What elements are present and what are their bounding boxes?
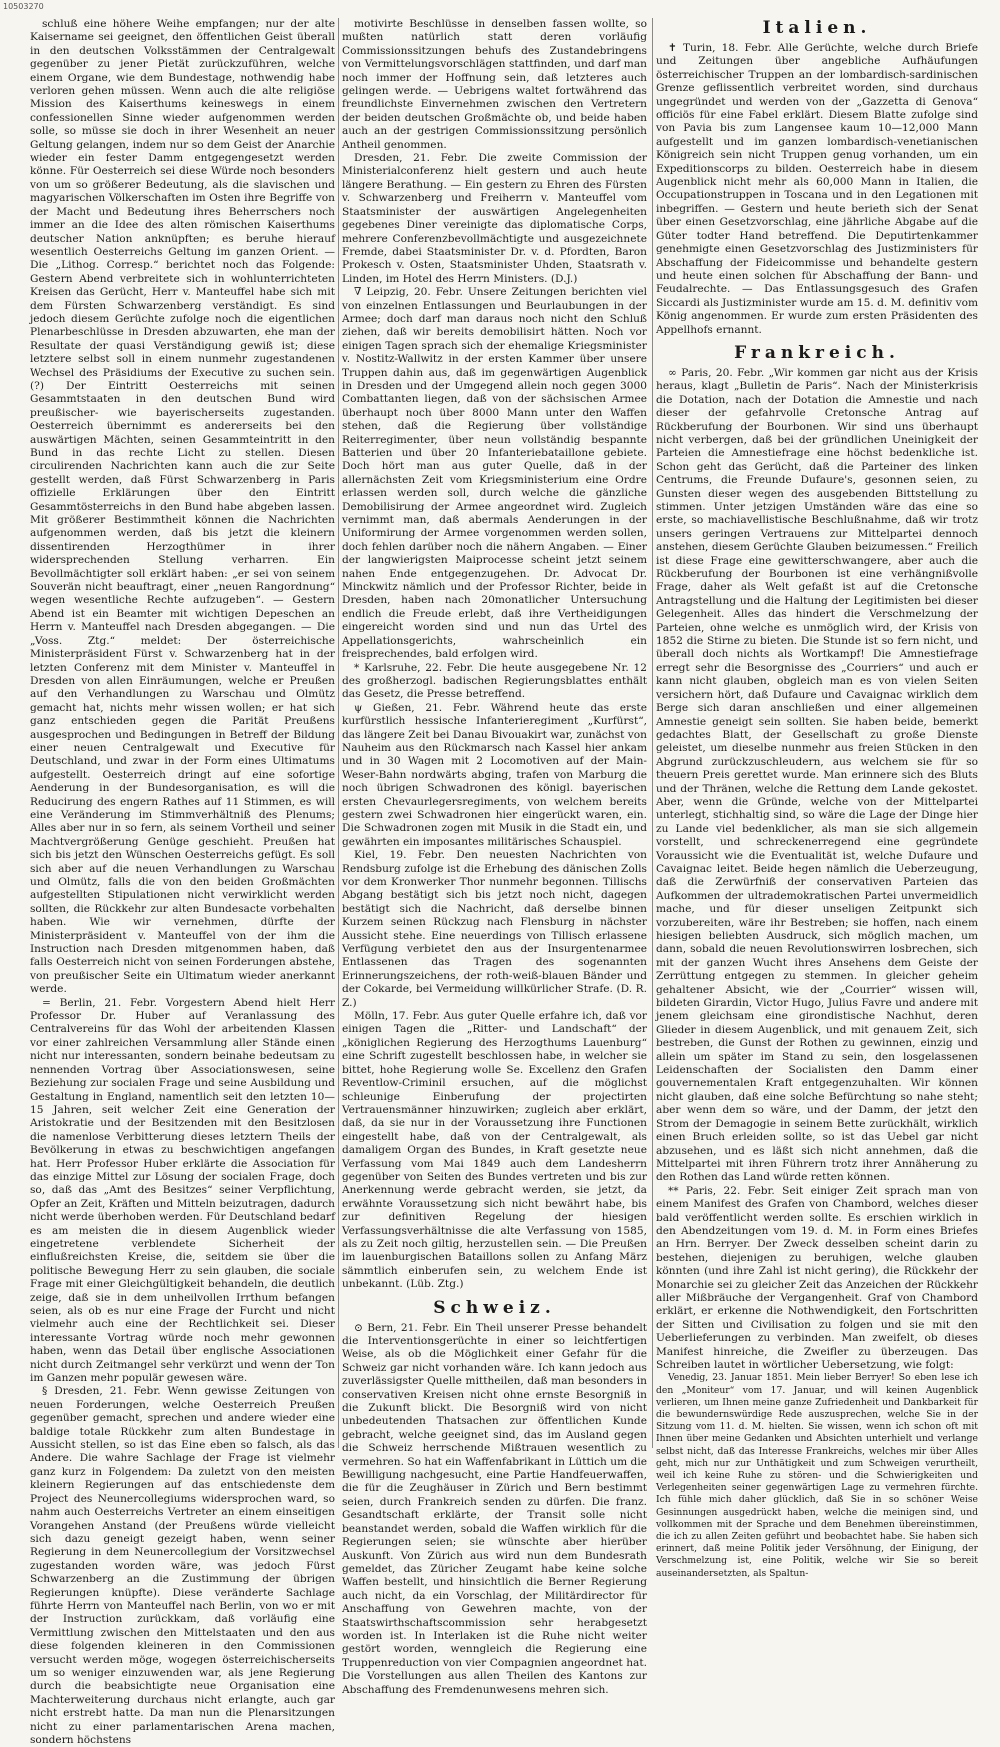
article-kiel: Kiel, 19. Febr. Den neuesten Nachrichten von Rendsburg zufolge ist die Erhebung des dänischen Zolls vor dem Kronwerker Thor nunmehr begonnen. Tillischs Abgang bestätigt sich bis jetzt noch nicht, dagegen bestätigt sich die Nachricht, daß derselbe binnen Kurzem seinen Rückzug nach Flensburg in nächster Aussicht stehe. Eine neuerdings von Tillisch erlassene Verfügung verbietet den aus der Insurgentenarmee Entlassenen das Tragen des sogenannten Erinnerungszeichens, der roth-weiß-blauen Bänder und der Cokarde, bei Vermeidung willkürlicher Strafe. (D. R. Z.) [342,849,647,1009]
article-moelln: Mölln, 17. Febr. Aus guter Quelle erfahre ich, daß vor einigen Tagen die „Ritter- und Landschaft“ der „königlichen Regierung des Herzogthums Lauenburg“ eine Schrift zugestellt beschlossen habe, in welcher sie bittet, hohe Regierung wolle Se. Excellenz den Grafen Reventlow-Criminil ersuchen, auf die möglichst schleunige Einberufung der projectirten Vertrauensmänner hinzuwirken; zugleich aber erklärt, daß, da sie nur in der Voraussetzung ihre Functionen eingestellt habe, daß von der Centralgewalt, als damaligem Organ des Bundes, in Kraft gesetzte neue Verfassung vom Mai 1849 auch dem Landesherrn gegenüber von Seiten des Bundes vertreten und bis zur Anerkennung werde gebracht werden, sie jetzt, da erwähnte Voraussetzung sich nicht bewährt habe, bis zur definitiven Regelung der hiesigen Verfassungsverhältnisse die alte Verfassung von 1585, als zu Zeit noch giltig, herzustellen sein. — Die Preußen im lauenburgischen Bataillons sollen zu Anfang März sämmtlich einberufen sein, zu welchem Ende ist unbekannt. (Lüb. Ztg.) [342,1010,647,1291]
article-paris-22: ** Paris, 22. Febr. Seit einiger Zeit sprach man von einem Manifest des Grafen von Chambord, welches dieser bald veröffentlicht werden sollte. Es erschien wirklich in den Abendzeitungen vom 19. d. M. in Form eines Briefes an Hrn. Berryer. Der Zweck desselben scheint darin zu bestehen, diejenigen zu beruhigen, welche glauben könnten (und ihre Zahl ist nicht gering), die Rückkehr der Monarchie sei zu gleicher Zeit das Anzeichen der Rückkehr aller Mißbräuche der Vergangenheit. Graf von Chambord erklärt, er erkenne die Nothwendigkeit, den Fortschritten der Sitten und Civilisation zu folgen und sie mit den Ueberlieferungen zu verbinden. Man zweifelt, ob dieses Manifest hinreiche, die Zweifler zu überzeugen. Das Schreiben lautet in wörtlicher Uebersetzung, wie folgt: [656,1184,978,1371]
column-divider [652,18,653,1448]
article-paragraph: motivirte Beschlüsse in denselben fassen wollte, so mußten natürlich statt deren vorläufig Commissionssitzungen behufs des Zustandebringens von Vermittelungsvorschlägen stattfinden, und darf man noch immer der Hoffnung sein, daß letzteres auch gelingen werde. — Uebrigens waltet fortwährend das freundlichste Einvernehmen zwischen den Vertretern der beiden deutschen Großmächte ob, und beide haben auch an der gestrigen Commissionssitzung persönlich Antheil genommen. [342,18,647,151]
article-karlsruhe: * Karlsruhe, 22. Febr. Die heute ausgegebene Nr. 12 des großherzogl. badischen Regierungsblattes enthält das Gesetz, die Presse betreffend. [342,661,647,701]
column-3 [656,18,978,1579]
article-turin: ✝ Turin, 18. Febr. Alle Gerüchte, welche durch Briefe und Zeitungen über angebliche Aufhäufungen österreichischer Truppen an der lombardisch-sardinischen Grenze geflissentlich verbreitet worden, sind durchaus ungegründet und werden von der „Gazzetta di Genova“ officiös für eine Fabel erklärt. Diesem Blatte zufolge sind von Pavia bis zum Langensee kaum 10—12,000 Mann aufgestellt und im ganzen lombardisch-venetianischen Königreich sein nicht Truppen genug vorhanden, um ein Expeditionscorps zu bilden. Oesterreich habe in diesem Augenblick nicht mehr als 60,000 Mann in Italien, die Occupationstruppen in Toscana und in den Legationen mit inbegriffen. — Gestern und heute berieth sich der Senat über einen Gesetzvorschlag, eine jährliche Abgabe auf die Güter todter Hand betreffend. Die Deputirtenkammer genehmigte einen Gesetzvorschlag des Justizministers für Abschaffung der Fideicommisse und behandelte gestern und heute einen solchen für Abschaffung der Bann- und Feudalrechte. — Das Entlassungsgesuch des Grafen Siccardi als Justizminister wurde am 15. d. M. definitiv vom König angenommen. Er wurde zum ersten Präsidenten des Appellhofs ernannt. [656,42,978,336]
article-bern: ⊙ Bern, 21. Febr. Ein Theil unserer Presse behandelt die Interventionsgerüchte in einer so leichtfertigen Weise, als ob die Möglichkeit einer Gefahr für die Schweiz gar nicht vorhanden wäre. Ich kann jedoch aus zuverlässigster Quelle mittheilen, daß man besonders in conservativen Kreisen nicht ohne ernste Besorgniß in die Zukunft blickt. Die Besorgniß wird von nicht unbedeutenden Thatsachen zur öffentlichen Kunde gebracht, welche geeignet sind, das im Ausland gegen die Schweiz herrschende Mißtrauen wesentlich zu vermehren. So hat ein Waffenfabrikant in Lüttich um die Bewilligung nachgesucht, eine Partie Handfeuerwaffen, die für die Zeughäuser in Zürich und Bern bestimmt seien, durch Frankreich senden zu dürfen. Die franz. Gesandtschaft erklärte, der Transit solle nicht beanstandet werden, sobald die Waffen wirklich für die Regierungen seien; sie wünschte aber hierüber Auskunft. Von Zürich aus wird nun dem Bundesrath gemeldet, das Züricher Zeugamt habe keine solche Waffen bestellt, und hinsichtlich die Berner Regierung auch nicht, da ein Vorschlag, der Militärdirector für Anschaffung von Gewehren machte, von der Staatswirthschaftscommission sehr herabgesetzt worden ist. In Interlaken ist die Ruhe nicht weiter gestört worden, wenngleich die Regierung eine Truppenreduction von vier Compagnien angeordnet hat. Die Vorstellungen aus allen Theilen des Kantons zur Abschaffung des Fremdenunwesens mehren sich. [342,1321,647,1696]
article-giessen: ψ Gießen, 21. Febr. Während heute das erste kurfürstlich hessische Infanterieregiment „Kurfürst“, das längere Zeit bei Danau Bivouakirt war, zunächst von Nauheim aus den Rückmarsch nach Kassel hier ankam und in 30 Wagen mit 2 Locomotiven auf der Main-Weser-Bahn nordwärts abging, trafen von Marburg die noch übrigen Schwadronen des königl. bayerischen ersten Chevaurlegersregiments, von welchem bereits gestern zwei Schwadronen hier eingerückt waren, ein. Die Schwadronen zogen mit Musik in die Stadt ein, und gewährten ein imposantes militärisches Schauspiel. [342,701,647,848]
article-berlin: = Berlin, 21. Febr. Vorgestern Abend hielt Herr Professor Dr. Huber auf Veranlassung des Centralvereins für das Wohl der arbeitenden Klassen vor einer zahlreichen Versammlung aller Stände einen nicht nur interessanten, sondern beinahe bedeutsam zu nennenden Vortrag über Associationswesen, seine Beziehung zur socialen Frage und seine Ausbildung und Gestaltung in England, namentlich seit den letzten 10—15 Jahren, seit welcher Zeit eine Generation der Aristokratie und der Besitzenden mit den Besitzlosen die namenlose Verbitterung dieses letztern Theils der Bevölkerung in etwas zu beschwichtigen angefangen hat. Herr Professor Huber erklärte die Association für das einzige Mittel zur Lösung der socialen Frage, doch so, daß das „Amt des Besitzes“ seiner Verpflichtung, Opfer an Zeit, Kräften und Mitteln beizutragen, dadurch nicht werde überhoben werden. Für Deutschland bedarf es am meisten die in diesem Augenblick wieder eingetretene verblendete Sicherheit der einflußreichsten Kreise, die, seitdem sie über die politische Bewegung Herr zu sein glauben, die sociale Frage mit einer Gleichgültigkeit behandeln, die deutlich zeige, daß sie in dem unheilvollen Irrthum befangen seien, als ob es nur eine Frage der Furcht und nicht vielmehr auch eine der Rechtlichkeit sei. Dieser interessante Vortrag würde noch mehr gewonnen haben, wenn das Detail über englische Associationen nicht durch Zeitmangel sehr verkürzt und wenn der Ton im Ganzen mehr populär gewesen wäre. [30,996,335,1385]
section-heading-frankreich: Frankreich. [734,342,900,363]
column-2 [342,18,647,1696]
column-divider [338,18,339,1448]
article-paragraph: schluß eine höhere Weihe empfangen; nur der alte Kaisername sei geeignet, den öffentlichen Geist überall in den deutschen Volksstämmen der Centralgewalt gegenüber zu jener Pietät zurückzuführen, welche einem Organe, wie dem Bundestage, nothwendig habe verloren gehen müssen. Wenn auch die alte religiöse Mission des Kaiserthums keineswegs in einem confessionellen Sinne wieder aufgenommen werden solle, so müsse sie doch in ihrer Wesenheit an neuer Geltung gelangen, indem nur so dem Geist der Anarchie wieder ein fester Damm entgegengesetzt werden könne. Für Oesterreich sei diese Würde noch besonders von um so größerer Bedeutung, als die slavischen und magyarischen Völkerschaften im Osten ihre Begriffe von der Macht und Bedeutung ihres Beherrschers noch immer an die Idee des alten römischen Kaiserthums deutscher Nation anknüpften; es beruhe hierauf wesentlich Oesterreichs Geltung im ganzen Orient. — Die „Lithog. Corresp.“ berichtet noch das Folgende: Gestern Abend verbreitete sich in wohlunterrichteten Kreisen das Gerücht, Herr v. Manteuffel habe sich mit dem Fürsten Schwarzenberg verständigt. Es sind jedoch diesem Gerüchte zufolge noch die eigentlichen Plenarbeschlüsse in Dresden abzuwarten, ehe man der Resultate der quasi Verständigung gewiß ist; diese letztere selbst soll in einem nunmehr zugestandenen Wechsel des Präsidiums der Executive zu suchen sein. (?) Der Eintritt Oesterreichs mit seinen Gesammtstaaten in den deutschen Bund wird preußischer- wie bayerischerseits zugestanden. Oesterreich übernimmt es andererseits bei den auswärtigen Mächten, seinen Gesammteintritt in den Bund in das rechte Licht zu stellen. Diesen circulirenden Nachrichten kann auch die zur Seite gestellt werden, daß Fürst Schwarzenberg in Paris offizielle Erklärungen über den Eintritt Gesammtösterreichs in den Bund habe abgeben lassen. Mit größerer Bestimmtheit können die Nachrichten aufgenommen werden, daß bis jetzt die kleinern dissentirenden Herzogthümer in ihrer widersprechenden Stellung verharren. Ein Bevollmächtigter soll erklärt haben: „er sei von seinem Souverän nicht beauftragt, einer „neuen Rangordnung“ wegen wesentliche Rechte aufzugeben“. — Gestern Abend ist ein Beamter mit wichtigen Depeschen an Herrn v. Manteuffel nach Dresden abgegangen. — Die „Voss. Ztg.“ meldet: Der österreichische Ministerpräsident Fürst v. Schwarzenberg hat in der letzten Conferenz mit dem Minister v. Manteuffel in Dresden von allen Einräumungen, welche er Preußen auf den Verhandlungen zu Warschau und Olmütz gemacht hat, nichts mehr wissen wollen; er hat sich ganz entschieden gegen die Parität Preußens ausgesprochen und Bedingungen in Betreff der Bildung einer neuen Centralgewalt und Executive für Deutschland, und zwar in der Form eines Ultimatums aufgestellt. Oesterreich dringt auf eine sofortige Aenderung in der Bundesorganisation, es will die Reducirung des engern Rathes auf 11 Stimmen, es will eine Veränderung im Stimmverhältniß des Plenums; Alles aber nur in so fern, als seinem Vortheil und seiner Machtvergrößerung Genüge geschieht. Preußen hat sich bis jetzt den Wünschen Oesterreichs gefügt. Es soll sich aber auf die neuen Verhandlungen zu Warschau und Olmütz, falls die von den beiden Großmächten aufgestellten Stipulationen nicht verwirklicht werden sollten, die Rückkehr zur alten Bundesacte vorbehalten haben. Wie wir vernehmen, dürfte der Ministerpräsident v. Manteuffel von der ihm die Instruction nach Dresden mitgenommen haben, daß falls Oesterreich nicht von seinen Forderungen abstehe, von preußischer Seite ein Ultimatum wieder anerkannt werde. [30,18,335,996]
letter-chambord: Venedig, 23. Januar 1851. Mein lieber Berryer! So eben lese ich den „Moniteur“ vom 17. Januar, und will keinen Augenblick verlieren, um Ihnen meine ganze Zufriedenheit und Dankbarkeit für die bewundernswürdige Rede auszusprechen, welche Sie in der Sitzung vom 11. d. M. hielten. Sie wissen, wenn ich schon oft mit Ihnen über meine Gedanken und Absichten unterhielt und verlange selbst nicht, daß das Interesse Frankreichs, welches mir über Alles geht, mich nur zur Unthätigkeit und zum Schweigen verurtheilt, weil ich keine Ruhe zu stören- und die Schwierigkeiten und Verlegenheiten seiner gegenwärtigen Lage zu vermehren fürchte. Ich fühle mich daher glücklich, daß Sie in so schöner Weise Gesinnungen ausgedrückt haben, welche die meinigen sind, und vollkommen mit der Sprache und dem Benehmen übereinstimmen, die ich zu allen Zeiten geführt und beobachtet habe. Sie haben sich erinnert, daß meine Politik jeder Versöhnung, der Einigung, der Verschmelzung ist, eine Politik, welche wir Sie so bereit auseinandersetzten, als Spaltun- [656,1372,978,1579]
section-heading-italien: Italien. [762,18,872,38]
article-paris-20: ∞ Paris, 20. Febr. „Wir kommen gar nicht aus der Krisis heraus, klagt „Bulletin de Paris“. Nach der Ministerkrisis die Dotation, nach der Dotation die Amnestie und nach dieser der gefahrvolle Cretonsche Antrag auf Rückberufung der Bourbonen. Wir sind uns überhaupt nicht verbergen, daß bei der gründlichen Uneinigkeit der Parteien die Amnestiefrage eine höchst bedenkliche ist. Schon geht das Gerücht, daß die Parteiner des linken Centrums, die Freunde Dufaure's, gesonnen seien, zu Gunsten dieser wegen des ausgebenden Bittstellung zu stimmen. Unter jetzigen Umständen wäre das eine so erste, so machiavellistische Beschlußnahme, daß wir trotz unsers geringen Vertrauens zur Mittelpartei dennoch anstehen, diesem Gerüchte Glauben beizumessen.“ Freilich ist diese Frage eine gewitterschwangere, aber auch die Rückberufung der Bourbonen ist eine verhängnißvolle Frage, daher als Welt gefaßt ist auf die Cretonsche Antragstellung und die Haltung der Legitimisten bei dieser Gelegenheit. Alles das hindert die Verschmelzung der Parteien, ohne welche es unmöglich wird, der Krisis von 1852 die Stirne zu bieten. Die Stunde ist so fern nicht, und überall doch nichts als Wortkampf! Die Amnestiefrage erregt sehr die Besorgnisse des „Courriers“ und auch er kann nicht glauben, obgleich man es von vielen Seiten versichern hört, daß Dufaure und Cavaignac wirklich dem Berge sich daran anschließen und einer allgemeinen Amnestie geneigt sein sollten. Sie haben beide, bemerkt gedachtes Blatt, der Gesellschaft zu große Dienste geleistet, um dieselbe nunmehr aus freien Stücken in den Abgrund zurückzuschleudern, aus welchem sie für so theuern Preis gerettet wurde. Man erinnere sich des Bluts und der Thränen, welche die Rettung dem Lande gekostet. Aber, wenn die Gründe, welche von der Mittelpartei unterlegt, stichhaltig sind, so wäre die Lage der Dinge hier zu Lande viel bedenklicher, als man sie sich allgemein vorstellt, und schreckenerregend eine gegründete Voraussicht wie die Eventualität ist, welche Dufaure und Cavaignac leitet. Beide hegen nämlich die Ueberzeugung, daß die Zerwürfniß der conservativen Parteien das Aufkommen der ultrademokratischen Partei unvermeidlich mache, und für dieser unseligen Zeitpunkt sich vorzubereiten, wäre ihr Bestreben; sie hoffen, nach einem hiesigen beliebten Ausdruck, sich möglich machen, um dann, sobald die neuen Revolutionswirren losbrechen, sich mit der ganzen Wucht ihres Ansehens dem Geiste der Zerrüttung entgegen zu stemmen. In gleicher geheim gehaltener Absicht, wie der „Courrier“ wissen will, bildeten Girardin, Victor Hugo, Julius Favre und andere mit jenem gleichsam eine girondistische Nachhut, deren Glieder in diesem Augenblick, und mit genauem Zeit, sich bestreben, die Gunst der Rothen zu gewinnen, einzig und allein um später im Stand zu sein, den losgelassenen Leidenschaften der Socialisten den Damm einer gouvernementalen Kraft entgegenzuhalten. Wir können nicht glauben, daß eine solche Befürchtung so nahe steht; aber wenn dem so wäre, und der Damm, der jetzt den Strom der Demagogie in seinem Bette zurückhält, wirklich einen Bruch erleiden sollte, so ist das Uebel gar nicht abzusehen, und es läßt sich nicht annehmen, daß die Mittelpartei mit ihren Führern trotz ihrer Annäherung zu den Rothen das Land würde retten können. [656,366,978,1184]
column-1 [30,18,335,1746]
article-dresden-conference: Dresden, 21. Febr. Die zweite Commission der Ministerialconferenz hielt gestern und auch heute längere Berathung. — Ein gestern zu Ehren des Fürsten v. Schwarzenberg und Freiherrn v. Manteuffel vom Staatsminister der auswärtigen Angelegenheiten gegebenes Diner vereinigte das diplomatische Corps, mehrere Conferenzbevollmächtigte und ausgezeichnete Fremde, dabei Staatsminister Dr. v. d. Pfordten, Baron Prokesch v. Osten, Staatsminister Uhden, Staatsrath v. Linden, im Hotel des Herrn Ministers. (D.J.) [342,152,647,285]
section-heading-schweiz: Schweiz. [433,1297,556,1318]
page-id: 10503270 [3,2,44,11]
article-leipzig: ∇ Leipzig, 20. Febr. Unsere Zeitungen berichten viel von einzelnen Entlassungen und Beurlaubungen in der Armee; doch darf man daraus noch nicht den Schluß ziehen, daß wir bereits demobilisirt hätten. Noch vor einigen Tagen sprach sich der ehemalige Kriegsminister v. Nostitz-Wallwitz in der ersten Kammer über unsere Truppen dahin aus, daß im gegenwärtigen Augenblick in Dresden und der Umgegend allein noch gegen 3000 Combattanten liegen, daß von der sächsischen Armee überhaupt noch über 8000 Mann unter den Waffen stehen, daß die Regierung über vollständige Reiterregimenter, über neun vollständig bespannte Batterien und über 20 Infanteriebataillone gebiete. Doch hört man aus guter Quelle, daß in der allernächsten Zeit vom Kriegsministerium eine Ordre erlassen werden soll, durch welche die gänzliche Demobilisirung der Armee angeordnet wird. Zugleich vernimmt man, daß abermals Aenderungen in der Uniformirung der Armee vorgenommen werden sollen, doch fehlen darüber noch die nähern Angaben. — Einer der langwierigsten Maiprocesse scheint jetzt seinem nahen Ende entgegenzugehen. Dr. Advocat Dr. Minckwitz nämlich und der Professor Richter, beide in Dresden, haben nach 20monatlicher Untersuchung endlich die Freude erlebt, daß ihre Vertheidigungen eingereicht worden sind und nun das Urtel des Appellationsgerichts, wahrscheinlich ein freisprechendes, bald erfolgen wird. [342,286,647,661]
article-dresden: § Dresden, 21. Febr. Wenn gewisse Zeitungen von neuen Forderungen, welche Oesterreich Preußen gegenüber gemacht, sprechen und andere wieder eine baldige totale Rückkehr zum alten Bundestage in Aussicht stellen, so ist das Eine eben so falsch, als das Andere. Die wahre Sachlage der Frage ist vielmehr ganz kurz in Folgendem: Da zuletzt von den meisten kleinern Regierungen auf das entschiedenste dem Project des Neunercollegiums widersprochen ward, so nahm auch Oesterreichs Vertreter an einem einseitigen Vorangehen Anstand (der Preußens würde vielleicht sich dazu geneigt gezeigt haben, wenn seiner Regierung in dem Neunercollegium der Vorsitzwechsel zugestanden worden wäre, was jedoch Fürst Schwarzenberg an die Zustimmung der übrigen Regierungen knüpfte). Diese veränderte Sachlage führte Herrn von Manteuffel nach Berlin, von wo er mit der Instruction zurückkam, daß vorläufig eine Vermittlung zwischen den Mittelstaaten und den aus diese folgenden kleineren in den Commissionen versucht werden möge, wogegen österreichischerseits um so weniger einzuwenden war, als jene Regierung durch die beabsichtigte neue Organisation eine Machterweiterung durchaus nicht erlangte, auch gar nicht erstrebt hatte. Da man nun die Plenarsitzungen nicht zu einer parlamentarischen Arena machen, sondern höchstens [30,1385,335,1746]
